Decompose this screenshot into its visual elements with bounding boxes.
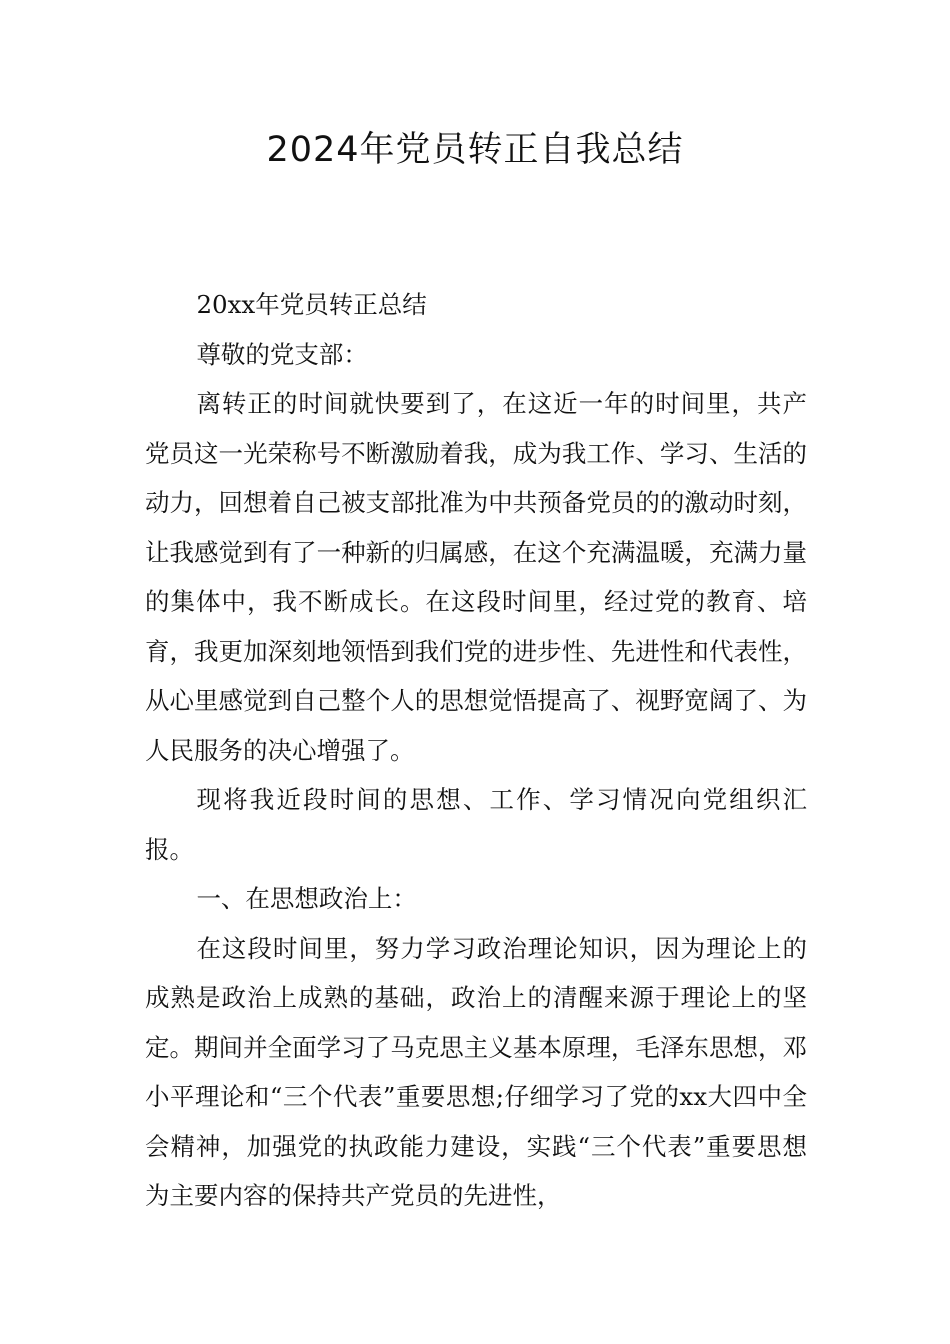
document-body	[145, 280, 807, 1221]
paragraph-intro: 离转正的时间就快要到了，在这近一年的时间里，共产党员这一光荣称号不断激励着我，成为我工作、学习、生活的动力，回想着自己被支部批准为中共预备党员的的激动时刻，让我感觉到有了一种新的归属感，在这个充满温暖，充满力量的集体中，我不断成长。在这段时间里，经过党的教育、培育，我更加深刻地领悟到我们党的进步性、先进性和代表性，从心里感觉到自己整个人的思想觉悟提高了、视野宽阔了、为人民服务的决心增强了。	[145, 389, 807, 765]
paragraph-political-study: 在这段时间里，努力学习政治理论知识，因为理论上的成熟是政治上成熟的基础，政治上的清醒来源于理论上的坚定。期间并全面学习了马克思主义基本原理，毛泽东思想，邓小平理论和“三个代表”重要思想;仔细学习了党的xx大四中全会精神，加强党的执政能力建设，实践“三个代表”重要思想为主要内容的保持共产党员的先进性，	[145, 933, 807, 1210]
document-title: 2024年党员转正自我总结	[266, 130, 684, 170]
paragraph-report: 现将我近段时间的思想、工作、学习情况向党组织汇报。	[145, 785, 807, 864]
section-heading: 一、在思想政治上：	[196, 884, 417, 913]
paragraph-heading-line: 20xx年党员转正总结	[196, 290, 427, 319]
paragraph-salutation: 尊敬的党支部：	[196, 339, 368, 369]
